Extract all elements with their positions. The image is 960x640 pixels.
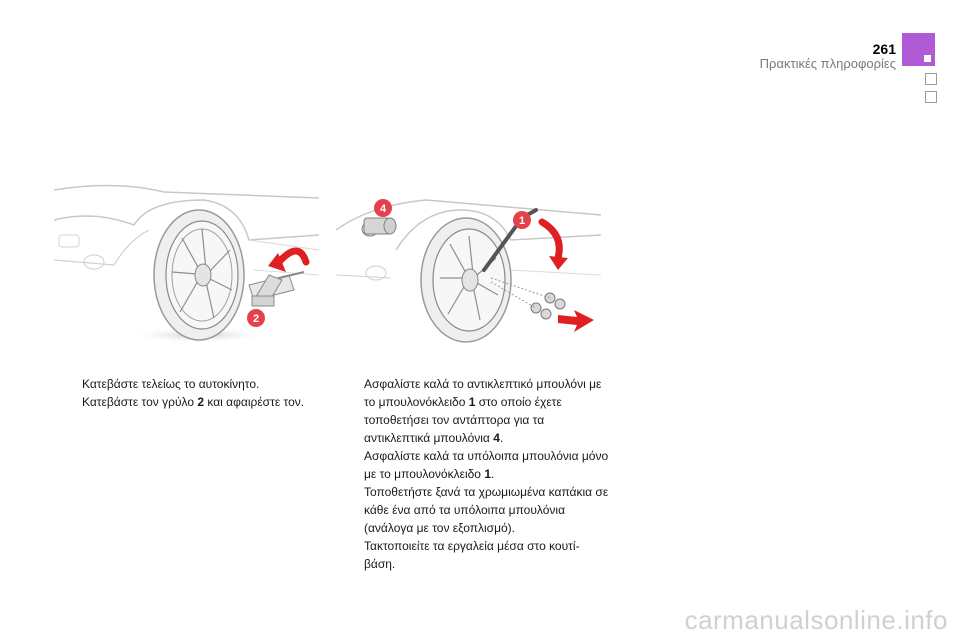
bolt-tightening-illustration [336, 180, 601, 345]
watermark: carmanualsonline.info [684, 605, 948, 635]
badge-label: 1 [518, 215, 526, 227]
list-item: Ασφαλίστε καλά το αντικλεπτικό μπουλόνι με το μπουλονόκλειδο 1 στο οποίο έχετε τοποθετήσει τον αντάπτορα για τα αντικλεπτικά μπουλόνια 4. [364, 377, 602, 445]
chapter-tab-active[interactable] [902, 33, 935, 66]
chapter-tab[interactable] [925, 91, 937, 103]
badge-label: 4 [379, 203, 387, 215]
steps-right [340, 375, 610, 573]
list-item: Τακτοποιείτε τα εργαλεία μέσα στο κουτί-βάση. [364, 539, 580, 571]
badge-label: 2 [252, 313, 260, 325]
tab-marker-icon [924, 55, 931, 62]
chapter-tab[interactable] [925, 73, 937, 85]
list-item: Κατεβάστε τελείως το αυτοκίνητο. [82, 377, 260, 391]
section-title: Πρακτικές πληροφορίες [759, 56, 896, 71]
list-item: Τοποθετήστε ξανά τα χρωμιωμένα καπάκια σε κάθε ένα από τα υπόλοιπα μπουλόνια (ανάλογα με τον εξοπλισμό). [364, 485, 609, 535]
page-number: 261 [872, 41, 896, 57]
list-item: Ασφαλίστε καλά τα υπόλοιπα μπουλόνια μόνο με το μπουλονόκλειδο 1. [364, 449, 609, 481]
steps-left [58, 375, 330, 411]
list-item: Κατεβάστε τον γρύλο 2 και αφαιρέστε τον. [82, 395, 305, 409]
jack-removal-illustration [54, 180, 319, 345]
